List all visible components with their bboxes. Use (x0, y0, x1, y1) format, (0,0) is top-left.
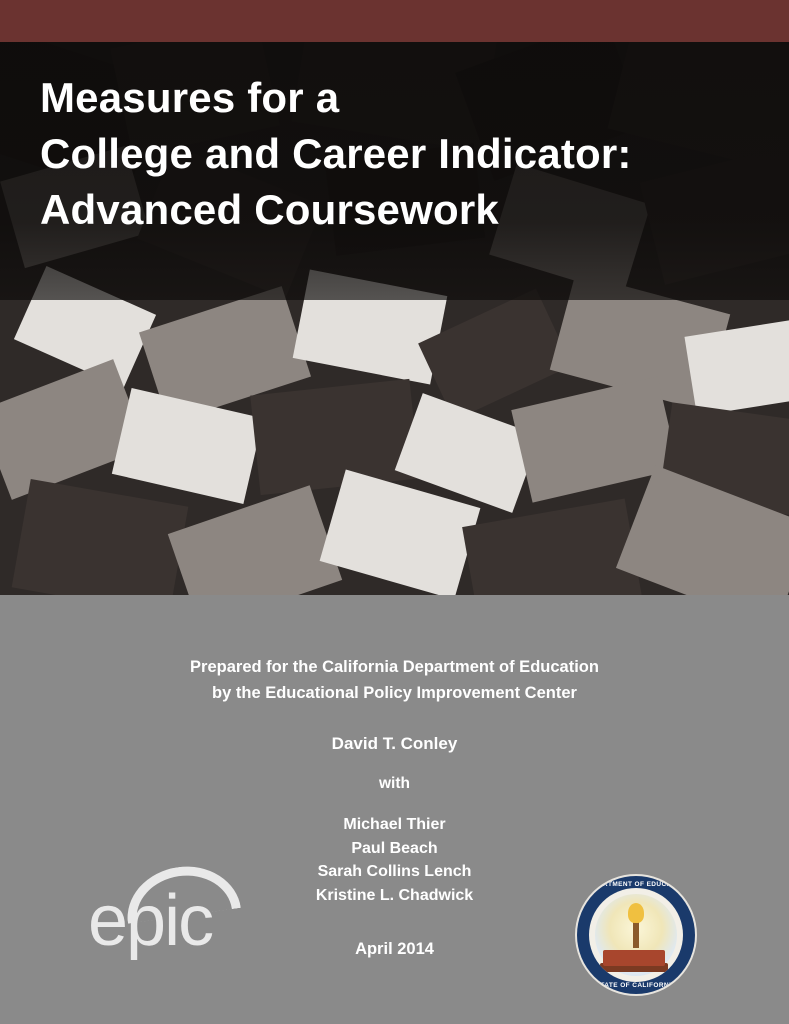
seal-bottom-text: STATE OF CALIFORNIA (595, 982, 677, 989)
epic-wordmark: epic (88, 881, 213, 961)
prepared-for-block (0, 655, 789, 706)
contributor-3: Sarah Collins Lench (317, 863, 472, 881)
seal-text (577, 876, 695, 994)
contributor-1: Michael Thier (343, 816, 446, 833)
prepared-for-line-1: Prepared for the California Department of Education (190, 658, 599, 676)
with-label: with (379, 775, 410, 792)
contributor-4: Kristine L. Chadwick (315, 887, 474, 905)
title-line-3: Advanced Coursework (40, 185, 499, 233)
page-title (40, 70, 760, 238)
california-department-of-education-seal-icon (577, 876, 695, 994)
seal-top-text: DEPARTMENT OF EDUCATION (583, 881, 689, 888)
publication-date: April 2014 (355, 940, 434, 958)
top-accent-bar (0, 0, 789, 42)
prepared-for-line-2: by the Educational Policy Improvement Center (212, 683, 577, 702)
title-line-2: College and Career Indicator: (40, 129, 632, 177)
contributor-2: Paul Beach (351, 839, 438, 857)
cover-lower-panel (0, 595, 789, 1024)
author-name: David T. Conley (331, 734, 458, 753)
epic-logo (88, 865, 248, 961)
title-line-1: Measures for a (40, 74, 340, 121)
